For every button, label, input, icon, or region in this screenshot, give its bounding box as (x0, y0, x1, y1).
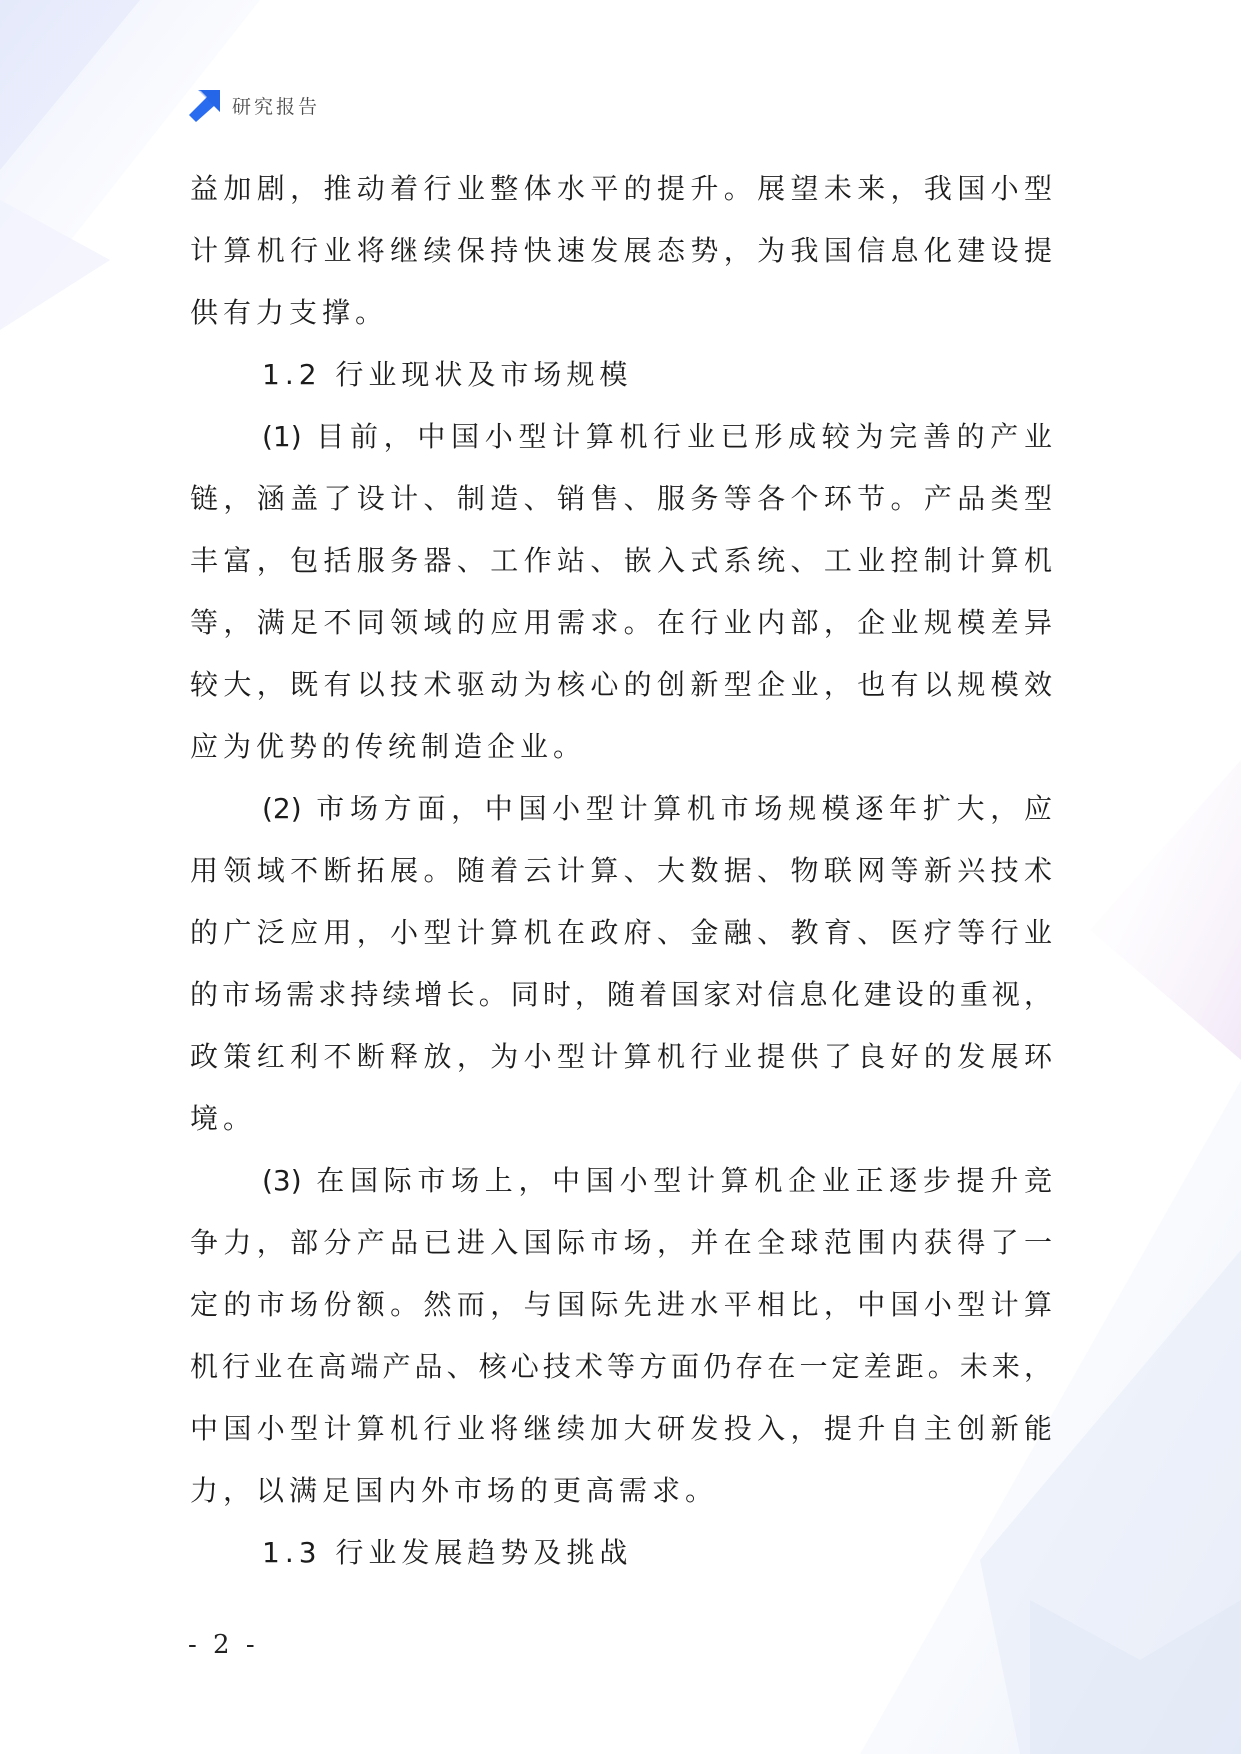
section-heading: 1.2 行业现状及市场规模 (262, 358, 633, 391)
text-line: 供有力支撑。 (190, 296, 389, 329)
text-line: 机行业在高端产品、核心技术等方面仍存在一定差距。未来， (190, 1350, 1052, 1383)
text-line: 中国小型计算机行业将继续加大研发投入，提升自主创新能 (190, 1412, 1052, 1445)
text-line: 链，涵盖了设计、制造、销售、服务等各个环节。产品类型 (190, 482, 1052, 515)
text-line: (3) 在国际市场上，中国小型计算机企业正逐步提升竞 (262, 1164, 1052, 1197)
text-line: (2) 市场方面，中国小型计算机市场规模逐年扩大，应 (262, 792, 1052, 825)
text-line: 用领域不断拓展。随着云计算、大数据、物联网等新兴技术 (190, 854, 1052, 887)
text-line: 较大，既有以技术驱动为核心的创新型企业，也有以规模效 (190, 668, 1052, 701)
text-line: 境。 (190, 1102, 257, 1135)
text-line: 益加剧，推动着行业整体水平的提升。展望未来，我国小型 (190, 172, 1052, 205)
text-line: 争力，部分产品已进入国际市场，并在全球范围内获得了一 (190, 1226, 1052, 1259)
text-line: 定的市场份额。然而，与国际先进水平相比，中国小型计算 (190, 1288, 1052, 1321)
text-line: 的市场需求持续增长。同时，随着国家对信息化建设的重视， (190, 978, 1052, 1011)
report-header (188, 88, 320, 122)
text-line: 等，满足不同领域的应用需求。在行业内部，企业规模差异 (190, 606, 1052, 639)
text-line: 力，以满足国内外市场的更高需求。 (190, 1474, 719, 1507)
text-line: 丰富，包括服务器、工作站、嵌入式系统、工业控制计算机 (190, 544, 1052, 577)
text-line: 政策红利不断释放，为小型计算机行业提供了良好的发展环 (190, 1040, 1052, 1073)
text-line: 计算机行业将继续保持快速发展态势，为我国信息化建设提 (190, 234, 1052, 267)
header-title: 研究报告 (232, 95, 321, 118)
text-line: (1) 目前，中国小型计算机行业已形成较为完善的产业 (262, 420, 1052, 453)
arrow-up-right-icon (188, 88, 222, 122)
section-heading: 1.3 行业发展趋势及挑战 (262, 1536, 633, 1569)
text-line: 的广泛应用，小型计算机在政府、金融、教育、医疗等行业 (190, 916, 1052, 949)
page-number: - 2 - (188, 1630, 259, 1660)
document-body (190, 158, 1052, 1584)
text-line: 应为优势的传统制造企业。 (190, 730, 587, 763)
